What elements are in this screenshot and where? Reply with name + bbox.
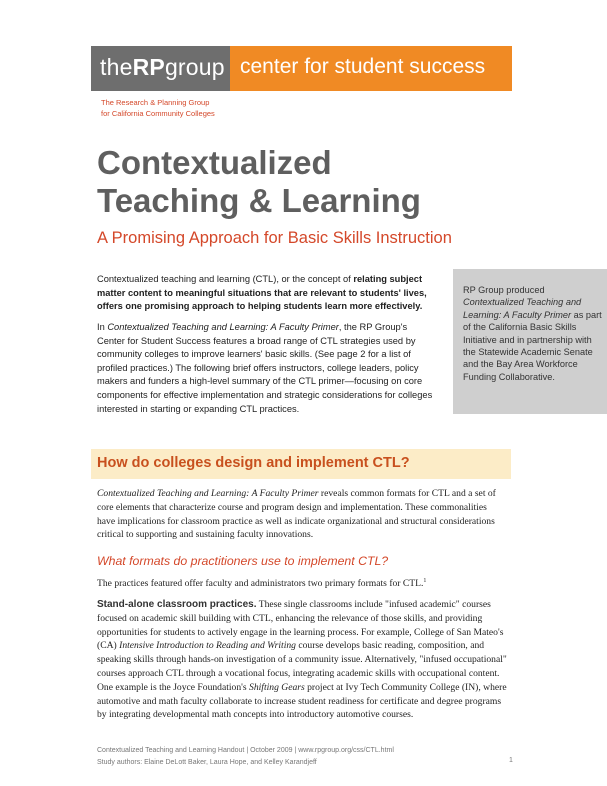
standalone-paragraph (97, 598, 509, 722)
page-footer (97, 745, 517, 768)
page-title (97, 144, 497, 220)
standalone-lead: Stand-alone classroom practices. (97, 599, 257, 610)
section-heading: How do colleges design and implement CTL? (97, 455, 410, 471)
intro-2-text: , the RP Group's Center for Student Success features a broad range of CTL strategies used by community colleges to improve learners' basic skills. (See page 2 for a list of profiled practices.) The following brief offers instructors, college leaders, policy makers and funders a high-level summary of the CTL primer—focusing on core components for effective implementation and strategic considerations for colleges interested in starting or expanding CTL practices. (97, 322, 433, 414)
footer-authors: Study authors: Elaine DeLott Baker, Laura Hope, and Kelley Karandjeff (97, 758, 317, 766)
tagline: center for student success (240, 55, 486, 78)
title-line-1: Contextualized (97, 144, 332, 181)
page-number: 1 (509, 757, 513, 764)
course-title: Intensive Introduction to Reading and Writing (119, 640, 296, 652)
intro-1-emphasis: relating subject matter content to meaningful situations that are relevant to students' lives, offers one promising approach to helping students learn more effectively. (97, 274, 427, 312)
sidebar-prefix: RP Group produced (463, 285, 545, 295)
intro-2-prefix: In (97, 322, 108, 332)
footer-line-1: Contextualized Teaching and Learning Handout | October 2009 | www.rpgroup.org/css/CTL.html (97, 747, 394, 754)
org-line-1: The Research & Planning Group (101, 98, 210, 107)
page-subtitle: A Promising Approach for Basic Skills Instruction (97, 229, 452, 247)
logo-rp: RP (132, 54, 165, 80)
body-primer-title: Contextualized Teaching and Learning: A Faculty Primer (97, 488, 319, 499)
sidebar-primer-title: Contextualized Teaching and Learning: A Faculty Primer (463, 297, 582, 320)
primer-title: Contextualized Teaching and Learning: A Faculty Primer (107, 322, 339, 332)
section-body-paragraph (97, 487, 507, 542)
program-title: Shifting Gears (249, 681, 305, 693)
standalone-text-3: project at Ivy Tech Community College (IN), where automotive and math faculty collaborate to increase student readiness for certificate and degree programs by integrating developmental math concepts into introductory automotive courses. (97, 681, 507, 721)
rp-group-logo (100, 54, 225, 81)
body-text: reveals common formats for CTL and a set of core elements that characterize course and program design and implementation. These commonalities have implications for classroom practice as well as indicate organizational and structural considerations critical to supporting and sustaining faculty innovations. (97, 488, 496, 541)
formats-paragraph (97, 575, 507, 591)
intro-1-text: Contextualized teaching and learning (CTL), or the concept of (97, 274, 354, 284)
intro-paragraph-1 (97, 273, 435, 314)
logo-group: group (164, 54, 225, 80)
subsection-heading: What formats do practitioners use to implement CTL? (97, 554, 389, 568)
sidebar-text (463, 284, 603, 383)
standalone-text-2: course develops basic reading, composition, and speaking skills through hands-on investigation of a community issue. Alternatively, "infused occupational" courses approach CTL through a vocational focus, integrating academic skills with occupational content. One example is the Joyce Foundation's (97, 640, 507, 693)
org-name (101, 97, 215, 119)
sidebar-suffix: as part of the California Basic Skills Initiative and in partnership with the Statewide Academic Senate and the Bay Area Workforce Funding Collaborative. (463, 309, 602, 382)
intro-paragraph-2 (97, 321, 435, 416)
org-line-2: for California Community Colleges (101, 109, 215, 118)
logo-the: the (100, 54, 133, 80)
standalone-text-1: These single classrooms include "infused academic" courses focused on academic skill building with CTL, enhancing the relevance of those skills, and providing opportunities for students to actively engage in the learning process. For example, College of San Mateo's (CA) (97, 599, 504, 652)
title-line-2: Teaching & Learning (97, 182, 421, 219)
formats-text: The practices featured offer faculty and administrators two primary formats for CTL. (97, 578, 424, 590)
footnote-ref: 1 (423, 578, 427, 584)
